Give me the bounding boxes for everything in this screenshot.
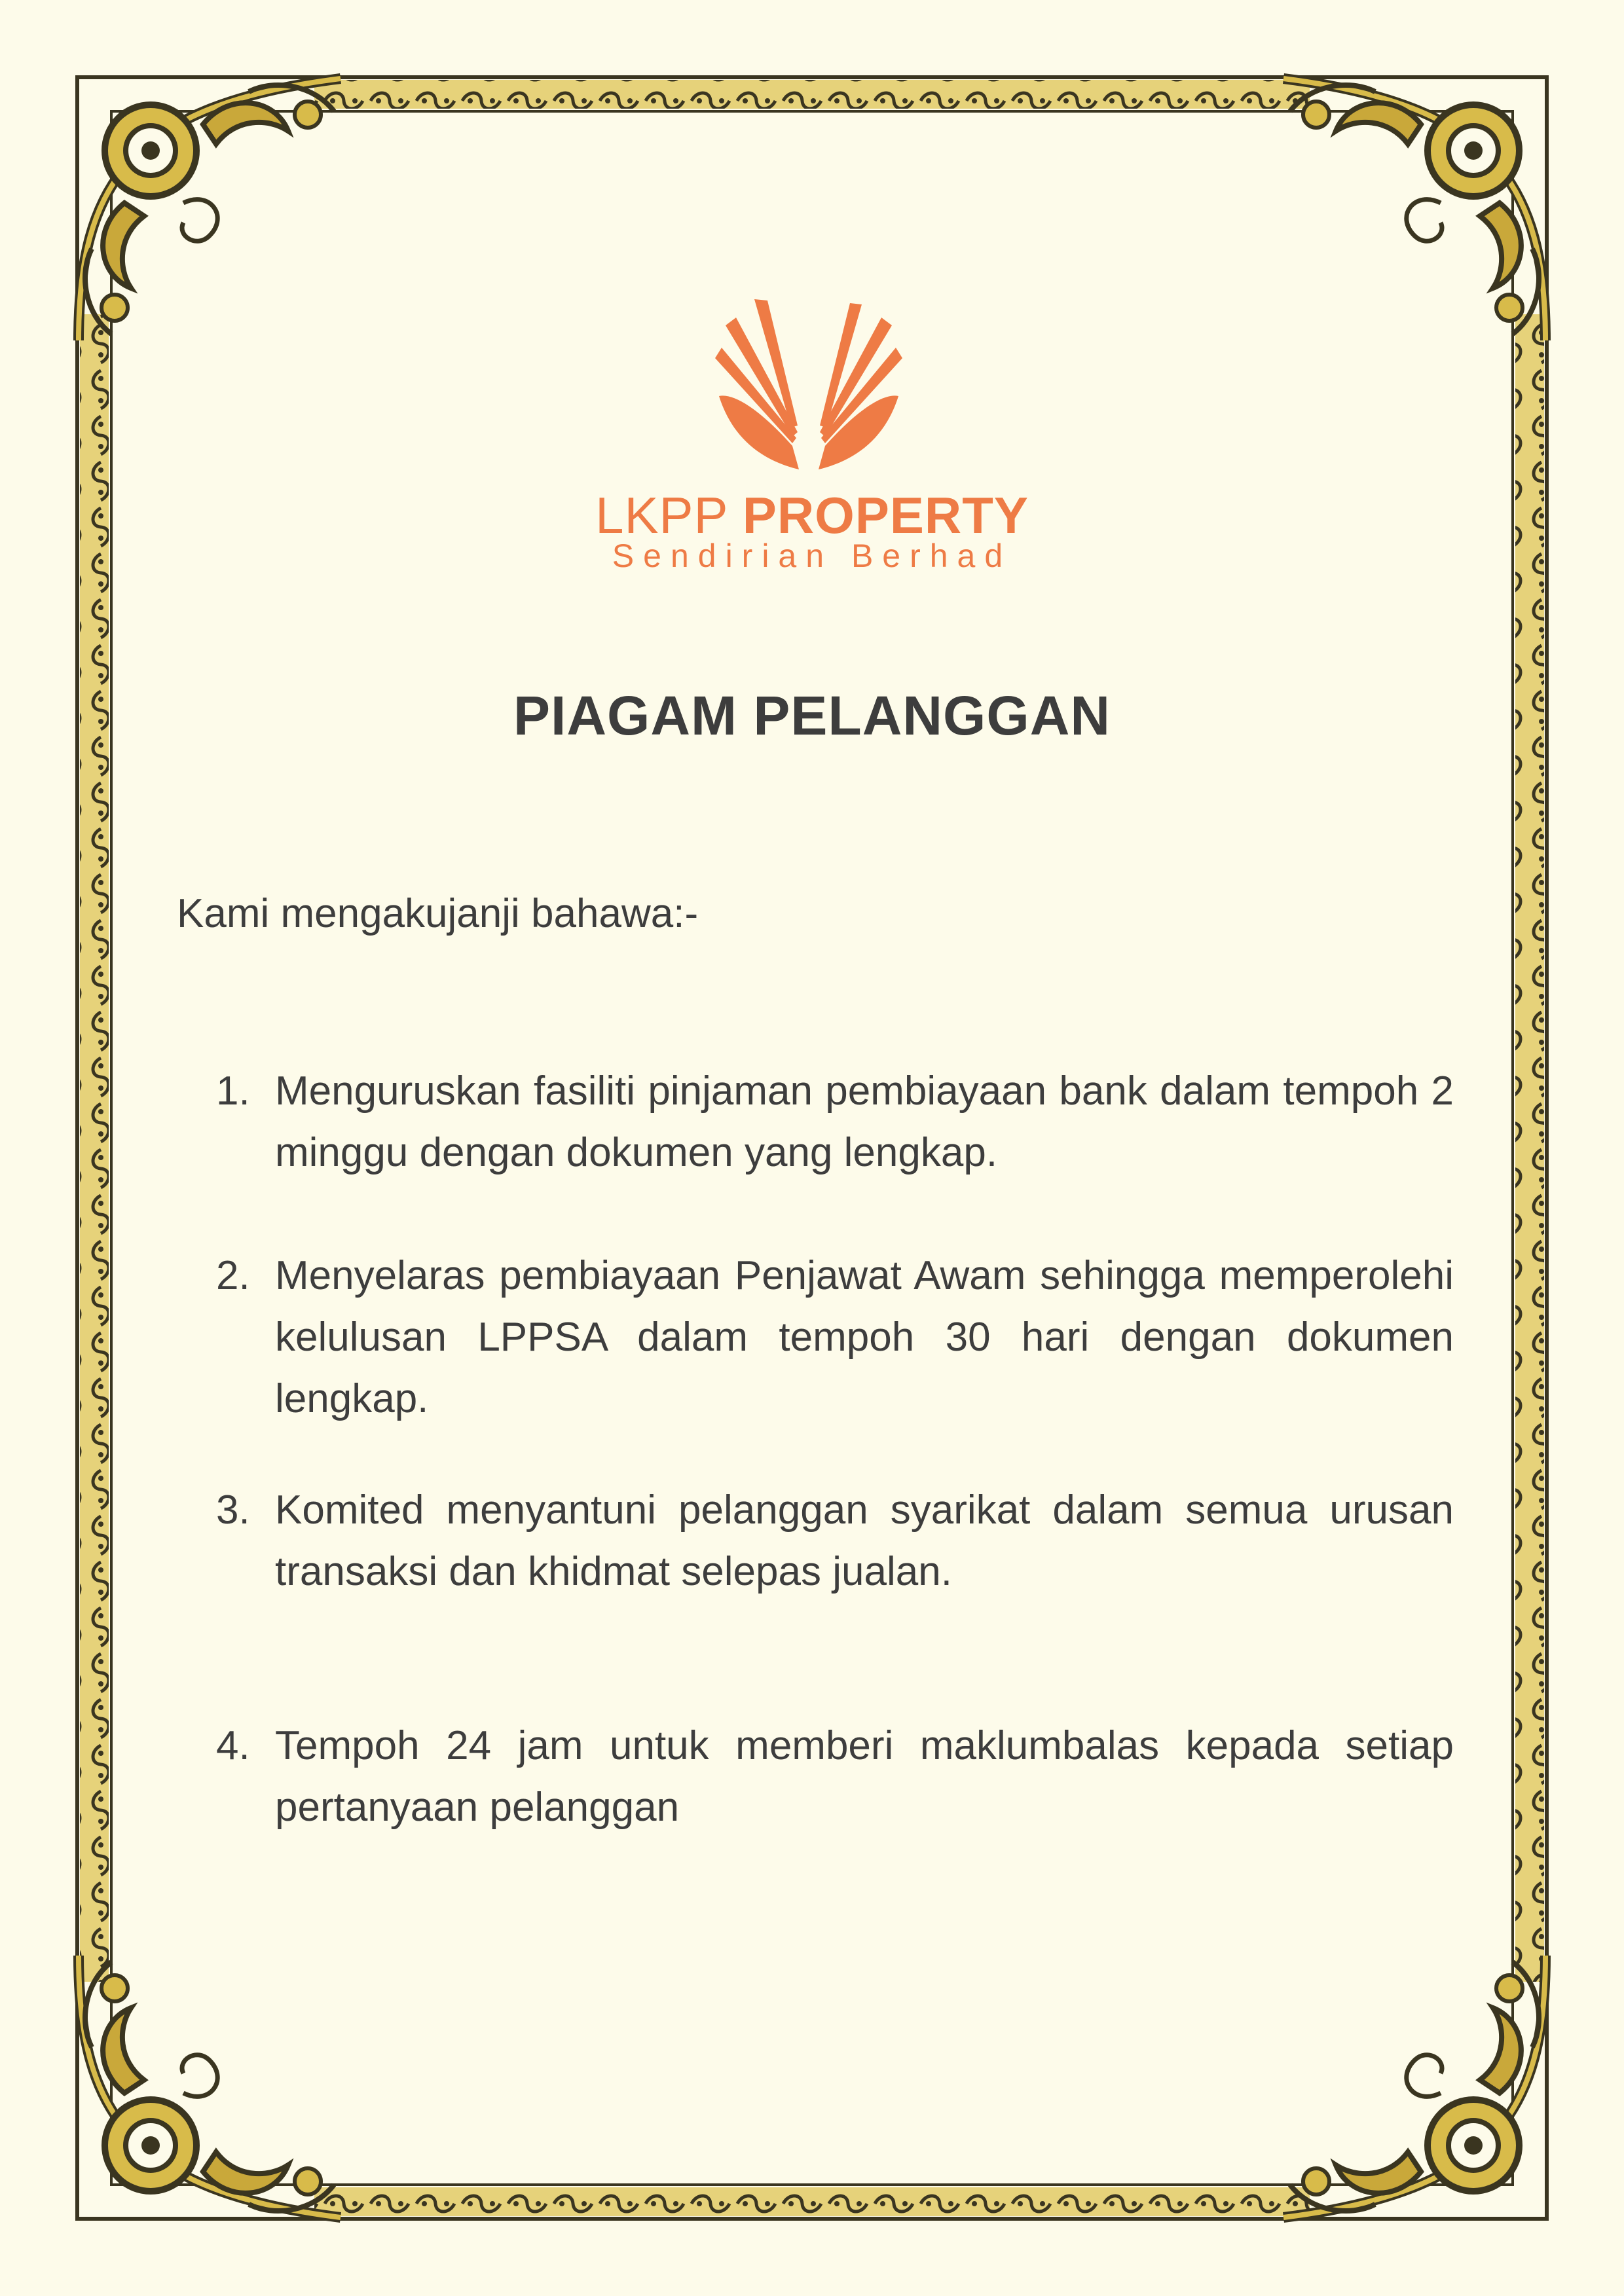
pledge-number: 3. (216, 1487, 250, 1533)
pledge-text: Menyelaras pembiayaan Penjawat Awam sehingga memperolehi kelulusan LPPSA dalam tempoh 30 hari dengan dokumen lengkap. (275, 1253, 1454, 1421)
company-name (0, 486, 1624, 545)
pledge-text: Tempoh 24 jam untuk memberi maklumbalas kepada setiap pertanyaan pelanggan (275, 1723, 1454, 1830)
company-subtitle: Sendirian Berhad (612, 538, 1012, 574)
company-name-part2: PROPERTY (742, 486, 1029, 544)
pledge-text: Komited menyantuni pelanggan syarikat dalam semua urusan transaksi dan khidmat selepas jualan. (275, 1487, 1454, 1594)
pledge-text: Menguruskan fasiliti pinjaman pembiayaan bank dalam tempoh 2 minggu dengan dokumen yang lengkap. (275, 1068, 1454, 1175)
pledge-item (216, 1061, 1454, 1184)
sunburst-logo-icon (714, 298, 910, 494)
pledge-number: 4. (216, 1723, 250, 1768)
pledge-item (216, 1480, 1454, 1603)
company-name-part1: LKPP (595, 486, 728, 544)
pledge-item (216, 1245, 1454, 1430)
page-title: PIAGAM PELANGGAN (513, 685, 1111, 746)
pledge-number: 2. (216, 1253, 250, 1298)
pledge-item (216, 1715, 1454, 1838)
pledge-number: 1. (216, 1068, 250, 1114)
intro-text: Kami mengakujanji bahawa:- (177, 891, 699, 936)
